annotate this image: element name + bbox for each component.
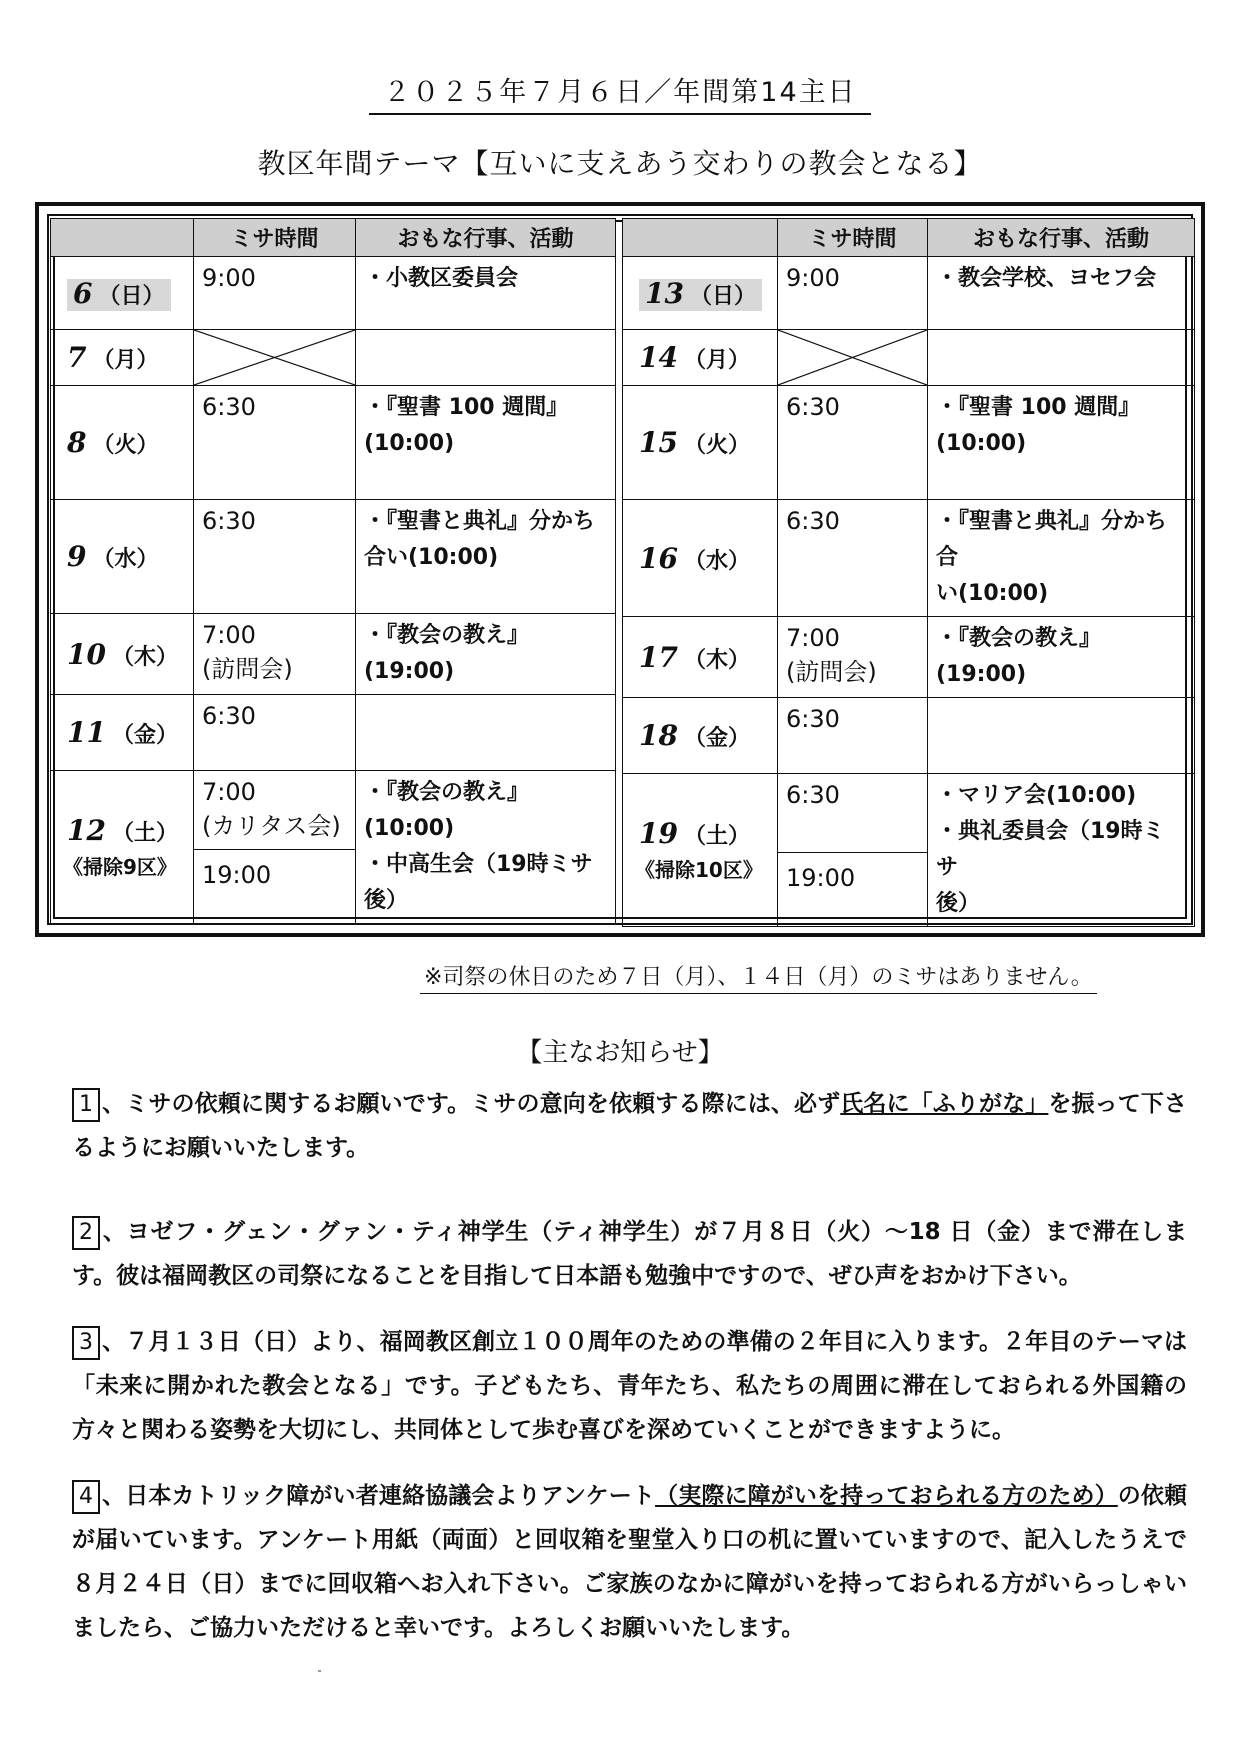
no-mass-note: ※司祭の休日のため７日（月）、１４日（月）のミサはありません。 [420,960,1097,994]
day-number: 18 [639,719,678,752]
day-label [639,276,762,311]
mass-time: 6:30 [786,507,840,535]
notice-text: の依頼が届いています。アンケート用紙（両面）と回収箱を聖堂入り口の机に置いていますので、記入したうえで８月２４日（日）までに回収箱へお入れ下さい。ご家族のなかに障がいを持っておられる方がいらっしゃいましたら、ご協力いただけると幸いです。よろしくお願いいたします。 [72,1483,1188,1641]
mass-time: (訪問会) [202,655,293,683]
schedule-row [623,386,1195,500]
day-cell [623,617,778,698]
day-cell [623,698,778,774]
day-label [67,637,178,671]
header-mass-time: ミサ時間 [194,219,356,257]
day-label [67,426,159,459]
mass-time-primary [778,778,927,853]
day-label [67,341,159,374]
weekday: （水） [683,548,750,574]
event-line: ・中高生会（19時ミサ [364,852,593,877]
weekday: （土） [683,824,750,849]
page-title: ２０２５年７月６日／年間第14主日 [0,70,1240,115]
mass-time: 9:00 [202,264,256,292]
events-cell [356,386,616,500]
events-cell [928,330,1195,386]
schedule-row [623,257,1195,330]
mass-time-cell [194,330,356,386]
weekday: （金） [683,726,750,751]
scan-speck [318,1670,321,1672]
mass-time-cell [778,617,928,698]
day-number: 6 [73,276,93,310]
mass-time-cell [778,386,928,500]
notice-text: 、ミサの依頼に関するお願いです。ミサの意向を依頼する際には、必ず [102,1091,841,1117]
mass-time: 9:00 [786,264,840,292]
mass-time-cell [778,257,928,330]
day-label [67,814,178,847]
day-number: 13 [645,276,684,310]
event-line: ・『教会の教え』(10:00) [364,780,530,841]
day-cell [623,330,778,386]
events-cell [928,257,1195,330]
mass-time-cell [194,257,356,330]
schedule-row [623,500,1195,617]
notice-number-box: 3 [72,1326,100,1360]
event-line: (10:00) [364,431,455,456]
weekday: （月） [92,348,159,373]
notice-item [72,1210,1187,1298]
mass-time: 6:30 [202,393,256,421]
event-line: ・『聖書と典礼』分かち合 [936,509,1168,570]
day-number: 8 [67,426,87,459]
notices-title: 【主なお知らせ】 [516,1038,724,1068]
day-number: 12 [67,814,106,847]
no-mass-cross-icon [194,330,355,385]
notice-item [72,1082,1187,1170]
event-line: 合い(10:00) [364,545,499,570]
schedule-row [51,386,616,500]
mass-time-cell [194,695,356,771]
weekday: （日） [98,283,165,309]
events-cell [356,614,616,695]
day-label [67,716,178,749]
schedule-week-1 [50,218,616,924]
events-cell [928,386,1195,500]
notice-number-box: 2 [72,1216,100,1250]
event-line: ・典礼委員会（19時ミサ [936,819,1165,880]
event-line: ・『聖書 100 週間』 [936,395,1141,420]
mass-time-evening: 19:00 [786,864,856,892]
day-label [639,341,750,374]
event-line: ・マリア会(10:00) [936,783,1137,808]
mass-time: 6:30 [202,507,256,535]
cleaning-note: 《掃除9区》 [63,855,177,879]
mass-time: 7:00 [786,624,840,652]
weekday: （木） [683,647,750,673]
schedule-row [51,614,616,695]
day-number: 14 [639,341,678,374]
weekday: （木） [111,644,178,670]
header-day [623,219,778,257]
day-label [639,817,750,850]
day-cell [623,386,778,500]
events-cell [356,771,616,924]
notice-text: 、ヨゼフ・グェン・グァン・ティ神学生（ティ神学生）が７月８日（火）～18 日（金）まで滞在します。彼は福岡教区の司祭になることを目指して日本語も勉強中ですので、ぜひ声をおかけ下さい。 [72,1219,1187,1289]
day-number: 16 [639,541,678,575]
mass-time: (訪問会) [786,658,877,686]
underlined-text: 氏名に「ふりがな」 [840,1091,1049,1117]
event-line: 後） [364,888,409,913]
events-cell [356,330,616,386]
event-line: ・『教会の教え』(19:00) [936,626,1102,687]
no-mass-cross-icon [778,330,927,385]
day-cell [51,614,194,695]
day-cell [623,500,778,617]
mass-time-cell [194,614,356,695]
mass-time: 6:30 [786,705,840,733]
events-cell [356,257,616,330]
event-line: ・『聖書と典礼』分かち [364,509,596,534]
day-cell [51,695,194,771]
weekday: （日） [689,283,756,309]
day-label [639,640,750,674]
header-events: おもな行事、活動 [928,219,1195,257]
event-line: 後） [936,891,981,916]
event-line: い(10:00) [936,581,1049,606]
header-mass-time: ミサ時間 [778,219,928,257]
day-label [67,540,159,573]
day-cell [51,257,194,330]
mass-time: 6:30 [202,702,256,730]
diocese-theme: 教区年間テーマ【互いに支えあう交わりの教会となる】 [257,147,983,180]
day-number: 10 [67,637,106,671]
weekday: （金） [111,723,178,748]
weekday: （火） [683,433,750,458]
events-cell [928,617,1195,698]
events-cell [928,698,1195,774]
schedule-row [623,617,1195,698]
notice-number-box: 4 [72,1480,100,1514]
weekday: （火） [92,433,159,458]
day-label [639,426,750,459]
schedule-row [51,257,616,330]
day-label [67,276,171,311]
day-cell [623,257,778,330]
day-number: 7 [67,341,87,374]
header-day [51,219,194,257]
weekday: （月） [683,348,750,373]
day-cell [51,330,194,386]
schedule-week-2 [622,218,1195,927]
mass-time-cell [778,774,928,927]
day-label [639,541,750,575]
day-cell [623,774,778,927]
day-number: 17 [639,640,678,674]
event-line: ・『聖書 100 週間』 [364,395,569,420]
schedule-row [623,330,1195,386]
schedule-row [51,330,616,386]
events-cell [356,500,616,614]
day-number: 9 [67,540,87,573]
event-line: ・小教区委員会 [364,266,519,291]
schedule-row [623,698,1195,774]
day-number: 19 [639,817,678,850]
day-cell [51,771,194,924]
mass-time-cell [194,386,356,500]
mass-time-cell [194,500,356,614]
event-line: ・教会学校、ヨセフ会 [936,266,1157,291]
day-label [639,719,750,752]
weekday: （土） [111,821,178,846]
mass-time [786,812,919,846]
mass-time-cell [778,698,928,774]
event-line: (10:00) [936,431,1027,456]
notice-text: 、７月１３日（日）より、福岡教区創立１００周年のための準備の２年目に入ります。２年目のテーマは「未来に開かれた教会となる」です。子どもたち、青年たち、私たちの周囲に滞在しておられる外国籍の方々と関わる姿勢を大切にし、共同体として歩む喜びを深めていくことができますように。 [72,1329,1187,1443]
mass-time: 7:00 [202,621,256,649]
schedule-row [51,500,616,614]
header-events: おもな行事、活動 [356,219,616,257]
notice-text: 、日本カトリック障がい者連絡協議会よりアンケート [102,1483,656,1509]
mass-time: 6:30 [786,781,840,809]
schedule-row [623,774,1195,927]
mass-time: 7:00 [202,778,256,806]
notice-text: を振って下さるようにお願いいたします。 [72,1091,1188,1161]
mass-time-evening: 19:00 [202,861,272,889]
event-line: ・『教会の教え』(19:00) [364,623,530,684]
weekday: （水） [92,547,159,572]
mass-time-cell [778,500,928,617]
day-cell [51,500,194,614]
mass-time-cell [778,330,928,386]
events-cell [928,774,1195,927]
day-cell [51,386,194,500]
notice-item [72,1320,1187,1452]
underlined-text: （実際に障がいを持っておられる方のため） [655,1483,1118,1509]
notice-number-box: 1 [72,1088,100,1122]
mass-time-cell [194,771,356,924]
notice-item [72,1474,1187,1650]
mass-time: 6:30 [786,393,840,421]
events-cell [356,695,616,771]
events-cell [928,500,1195,617]
mass-time-primary [194,775,355,850]
cleaning-note: 《掃除10区》 [635,858,763,882]
mass-time: (カリタス会) [202,812,341,840]
day-number: 11 [67,716,106,749]
schedule-row [51,771,616,924]
schedule-row [51,695,616,771]
day-number: 15 [639,426,678,459]
